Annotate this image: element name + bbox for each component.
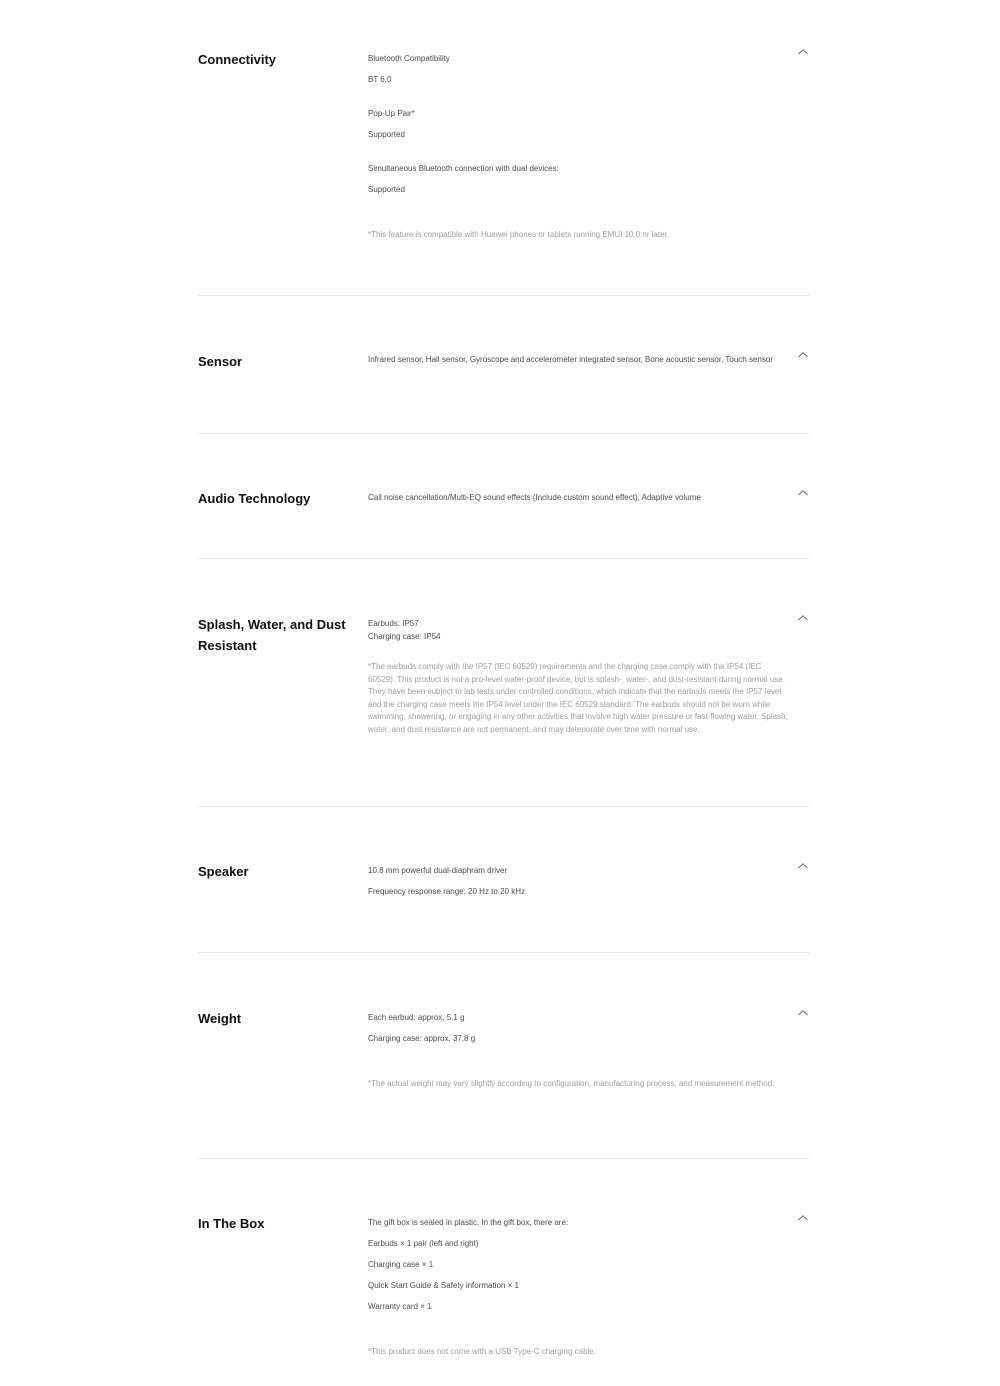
divider [198,952,809,953]
section-title: Weight [198,1011,242,1026]
spec-line: Charging case × 1 [368,1260,434,1269]
section-title: Sensor [198,354,243,369]
section-title: Connectivity [198,52,277,67]
footnote: *The actual weight may vary slightly according to configuration, manufacturing process, and measurement method. [368,1079,775,1088]
footnote: *This feature is compatible with Huawei phones or tablets running EMUI 10.0 or later. [368,230,670,239]
spec-value: Supported [368,185,405,194]
divider [198,1158,809,1159]
section-content [368,1216,790,1359]
spec-line: The gift box is sealed in plastic. In the gift box, there are: [368,1218,569,1227]
spec-label: Pop-Up Pair* [368,109,415,118]
chevron-up-icon[interactable] [797,48,809,56]
section-splash-water-dust [198,613,809,783]
spec-text: Call noise cancellation/Multi-EQ sound effects (Include custom sound effect), Adaptive volume [368,493,701,502]
divider [198,806,809,807]
section-title: Splash, Water, and Dust Resistant [198,617,346,653]
chevron-up-icon[interactable] [797,1214,809,1222]
footnote: *This product does not come with a USB Type-C charging cable. [368,1347,596,1356]
spec-line: Earbuds × 1 pair (left and right) [368,1239,479,1248]
spec-line: 10.8 mm powerful dual-diaphram driver [368,866,508,875]
section-connectivity [198,47,809,247]
divider [198,433,809,434]
section-speaker [198,861,809,921]
section-title: In The Box [198,1216,265,1231]
spec-line: Each earbud: approx. 5.1 g [368,1013,465,1022]
chevron-up-icon[interactable] [797,489,809,497]
spec-line: Warranty card × 1 [368,1302,432,1311]
chevron-up-icon[interactable] [797,614,809,622]
chevron-up-icon[interactable] [797,351,809,359]
divider [198,558,809,559]
divider [198,295,809,296]
chevron-up-icon[interactable] [797,1009,809,1017]
spec-line: Earbuds: IP57 [368,619,419,628]
section-content [368,1011,790,1091]
section-content [368,864,790,898]
section-in-the-box [198,1213,809,1373]
spec-line: Quick Start Guide & Safety information × 1 [368,1281,519,1290]
section-content [368,52,790,242]
spec-value: BT 6.0 [368,75,392,84]
spec-label: Bluetooth Compatibility [368,54,450,63]
section-title: Audio Technology [198,491,311,506]
footnote: *The earbuds comply with the IP57 (IEC 60529) requirements and the charging case comply with the IP54 (IEC 60529). This product is not a pro-level water-proof device, but is splash-, water-, and dust-resistant during normal use. They have been subject to lab tests under controlled conditions, which indicate that the earbuds meets the IP57 level and the charging case meets the IP54 level under the IEC 60529 standard. The earbuds should not be worn while swimming, showering, or engaging in any other activities that involve high water pressure or fast-flowing water. Splash, water, and dust resistance are not permanent, and may deteriorate over time with normal use. [368,662,788,734]
spec-text: Infrared sensor, Hall sensor, Gyroscope and accelerometer integrated sensor, Bone acoustic sensor, Touch sensor [368,355,773,364]
chevron-up-icon[interactable] [797,862,809,870]
section-audio-technology [198,488,809,538]
section-content [368,617,790,737]
spec-line: Frequency response range: 20 Hz to 20 kHz [368,887,525,896]
section-title: Speaker [198,864,249,879]
spec-value: Supported [368,130,405,139]
section-weight [198,1008,809,1118]
section-sensor [198,349,809,409]
spec-label: Simultaneous Bluetooth connection with dual devices: [368,164,559,173]
spec-line: Charging case: IP54 [368,632,441,641]
section-content [368,353,790,366]
spec-line: Charging case: approx. 37.8 g [368,1034,476,1043]
section-content [368,491,790,504]
